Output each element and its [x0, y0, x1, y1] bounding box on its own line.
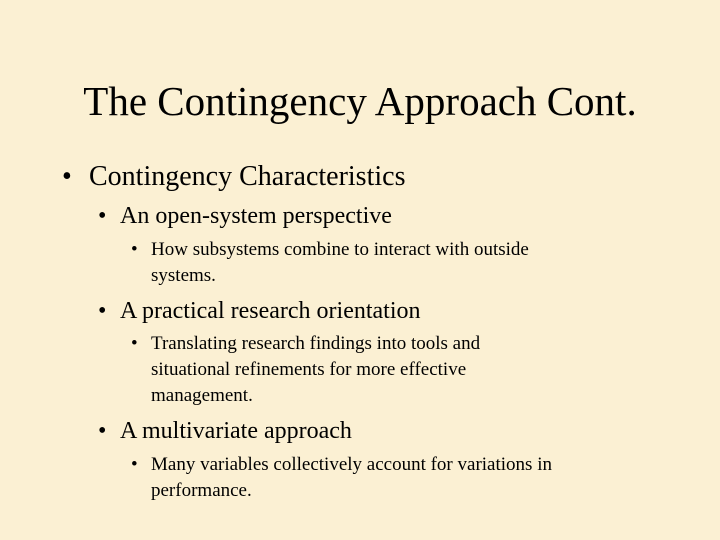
- bullet-icon: •: [98, 418, 107, 444]
- level3-line: management.: [151, 385, 253, 406]
- level2-item: An open-system perspective: [120, 203, 392, 229]
- level3-line: How subsystems combine to interact with outside: [151, 239, 529, 260]
- level3-line: systems.: [151, 265, 216, 286]
- slide-title: The Contingency Approach Cont.: [83, 78, 637, 124]
- level3-line: performance.: [151, 480, 252, 501]
- level3-line: Translating research findings into tools and: [151, 333, 481, 354]
- level3-line: situational refinements for more effective: [151, 359, 467, 380]
- level3-line: Many variables collectively account for variations in: [151, 454, 552, 475]
- bullet-icon: •: [131, 454, 138, 475]
- bullet-icon: •: [131, 333, 138, 354]
- bullet-icon: •: [98, 298, 107, 324]
- bullet-icon: •: [98, 203, 107, 229]
- level1-item: Contingency Characteristics: [89, 161, 406, 192]
- level2-item: A practical research orientation: [120, 298, 421, 324]
- level2-item: A multivariate approach: [120, 418, 352, 444]
- bullet-icon: •: [62, 161, 72, 192]
- bullet-icon: •: [131, 239, 138, 260]
